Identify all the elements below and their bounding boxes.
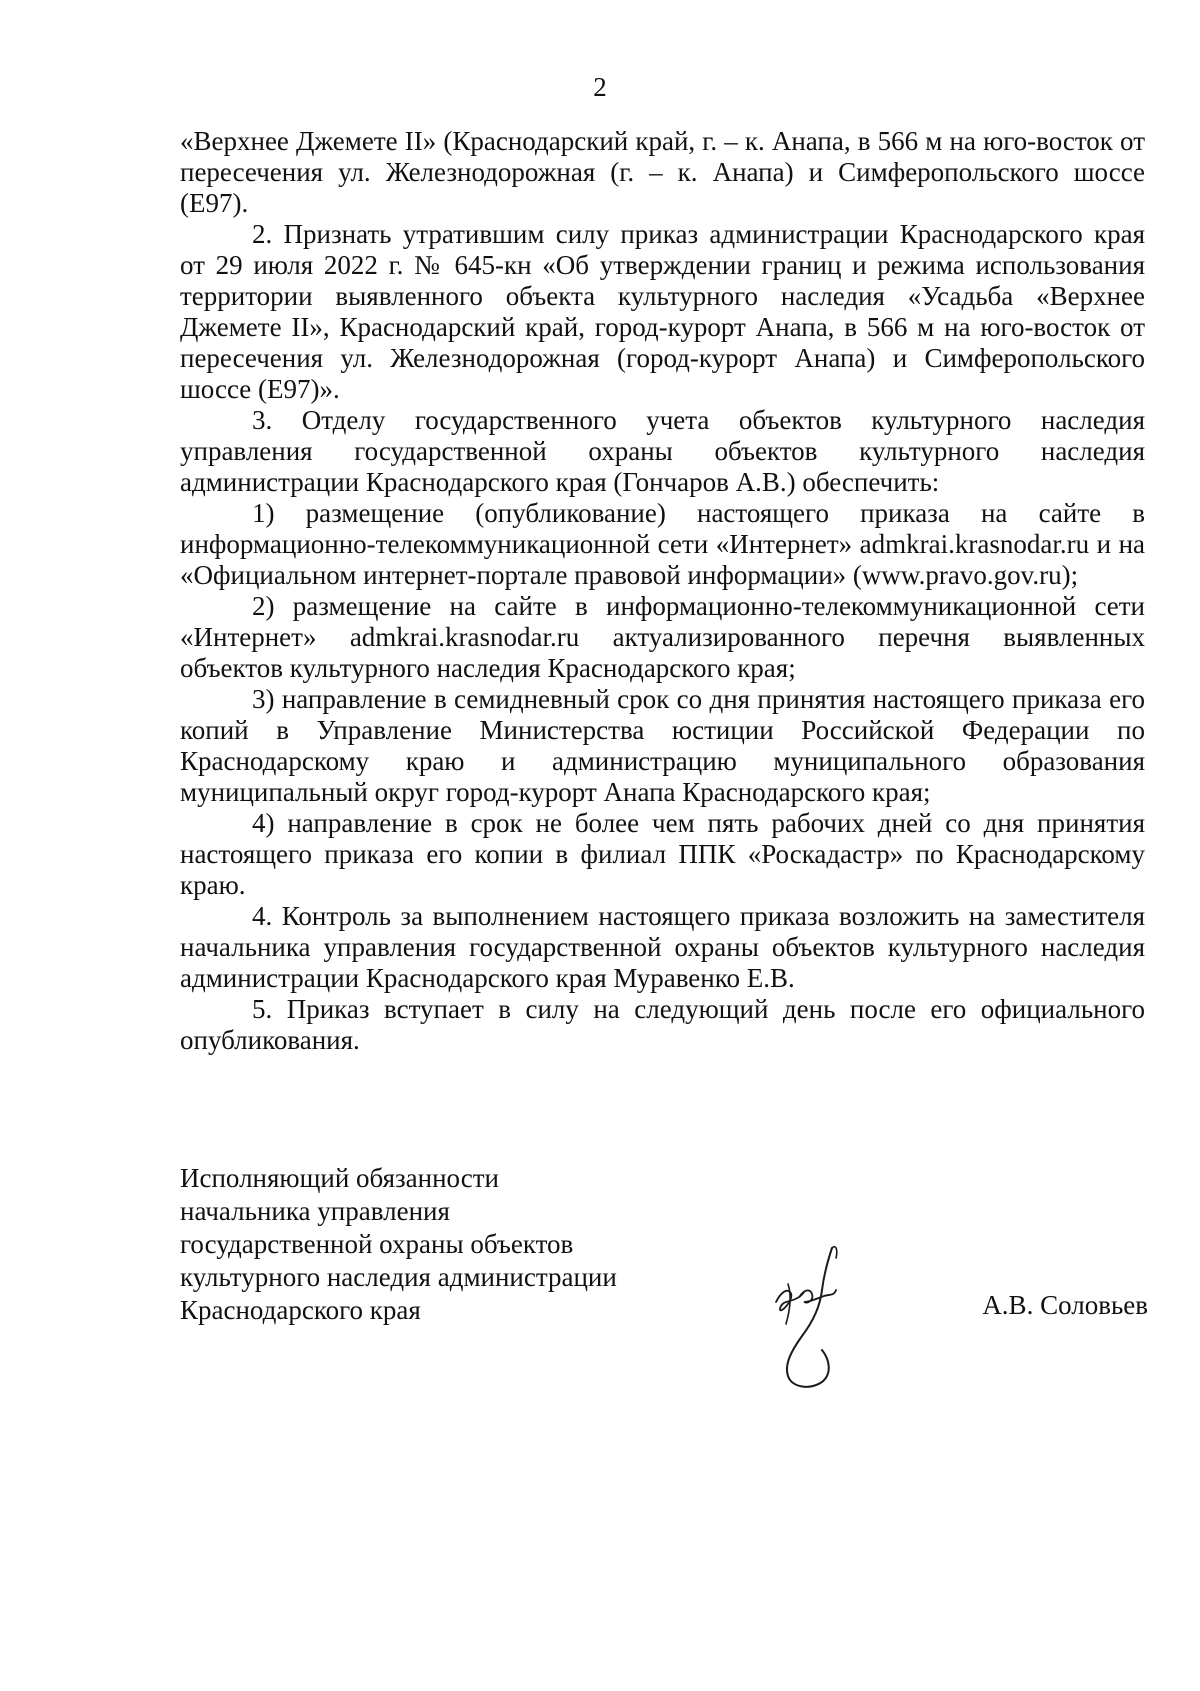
- signatory-title-line: Исполняющий обязанности: [180, 1163, 499, 1193]
- paragraph-item-2: 2. Признать утратившим силу приказ администрации Краснодарского края от 29 июля 2022 г. № 645-кн «Об утверждении границ и режима использования территории выявленного объекта культурного наследия «Усадьба «Верхнее Джемете II», Краснодарский край, город-курорт Анапа, в 566 м на юго-восток от пересечения ул. Железнодорожная (город-курорт Анапа) и Симферопольского шоссе (Е97)».: [180, 219, 1145, 404]
- document-body: [180, 126, 1145, 1056]
- signatory-title: [180, 1162, 740, 1327]
- handwritten-signature: [770, 1240, 870, 1400]
- signatory-title-line: государственной охраны объектов: [180, 1229, 574, 1259]
- signatory-title-line: культурного наследия администрации: [180, 1262, 617, 1292]
- signatory-title-line: начальника управления: [180, 1196, 450, 1226]
- signatory-name: А.В. Соловьев: [982, 1290, 1148, 1320]
- paragraph-item-4: 4. Контроль за выполнением настоящего приказа возложить на заместителя начальника управления государственной охраны объектов культурного наследия администрации Краснодарского края Муравенко Е.В.: [180, 901, 1145, 993]
- paragraph-subitem-4: 4) направление в срок не более чем пять рабочих дней со дня принятия настоящего приказа его копии в филиал ППК «Роскадастр» по Краснодарскому краю.: [180, 808, 1145, 900]
- paragraph-item-3: 3. Отделу государственного учета объектов культурного наследия управления государственной охраны объектов культурного наследия администрации Краснодарского края (Гончаров А.В.) обеспечить:: [180, 405, 1145, 497]
- signatory-title-line: Краснодарского края: [180, 1295, 421, 1325]
- paragraph-continuation: «Верхнее Джемете II» (Краснодарский край, г. – к. Анапа, в 566 м на юго-восток от пересечения ул. Железнодорожная (г. – к. Анапа) и Симферопольского шоссе (Е97).: [180, 126, 1145, 218]
- page-number: 2: [593, 72, 607, 102]
- paragraph-subitem-1: 1) размещение (опубликование) настоящего приказа на сайте в информационно-телекоммуникационной сети «Интернет» admkrai.krasnodar.ru и на «Официальном интернет-портале правовой информации» (www.pravo.gov.ru);: [180, 498, 1145, 590]
- paragraph-subitem-2: 2) размещение на сайте в информационно-телекоммуникационной сети «Интернет» admkrai.krasnodar.ru актуализированного перечня выявленных объектов культурного наследия Краснодарского края;: [180, 591, 1145, 683]
- paragraph-subitem-3: 3) направление в семидневный срок со дня принятия настоящего приказа его копий в Управление Министерства юстиции Российской Федерации по Краснодарскому краю и администрацию муниципального образования муниципальный округ город-курорт Анапа Краснодарского края;: [180, 684, 1145, 807]
- paragraph-item-5: 5. Приказ вступает в силу на следующий день после его официального опубликования.: [180, 994, 1145, 1055]
